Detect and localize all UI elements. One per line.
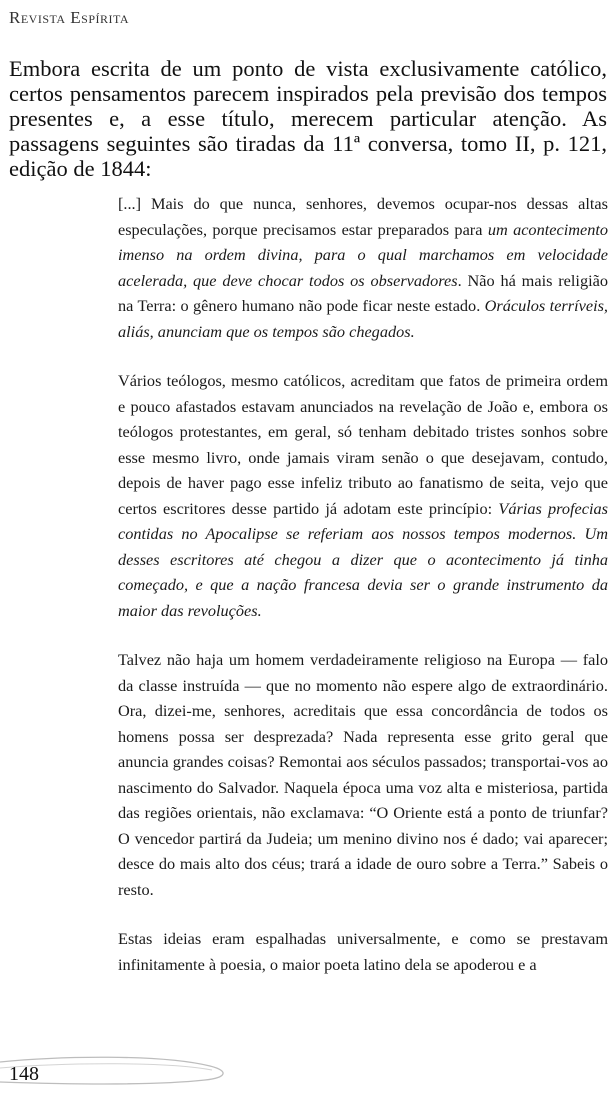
quote-paragraph-1 [118, 191, 608, 344]
running-header: Revista Espírita [9, 8, 130, 27]
quote-p1-italic-d: Oráculos terríveis, aliás, anunciam que os tempos são chegados. [118, 296, 608, 341]
intro-paragraph: Embora escrita de um ponto de vista exclusivamente católico, certos pensamentos parecem inspirados pela previsão dos tempos presentes e, a esse título, merecem particular atenção. As passagens seguintes são tiradas da 11ª conversa, tomo II, p. 121, edição de 1844: [9, 56, 607, 181]
quote-paragraph-2 [118, 368, 608, 623]
quote-p2-italic-b: Várias profecias contidas no Apocalipse se referiam aos nossos tempos modernos. Um desses escritores até chegou a dizer que o acontecimento já tinha começado, e que a nação francesa devia ser o grande instrumento da maior das revoluções. [118, 498, 609, 620]
block-quote [118, 191, 608, 1001]
quote-paragraph-4: Estas ideias eram espalhadas universalmente, e como se prestavam infinitamente à poesia, o maior poeta latino dela se apoderou e a [118, 929, 608, 974]
quote-p1-text-a: [...] Mais do que nunca, senhores, devemos ocupar-nos dessas altas especulações, porque precisamos estar preparados para [118, 194, 608, 239]
page-number: 148 [9, 1063, 39, 1085]
quote-p1-text-c: . Não há mais religião na Terra: o gênero humano não pode ficar neste estado. [118, 270, 608, 315]
quote-p2-text-a: Vários teólogos, mesmo católicos, acreditam que fatos de primeira ordem e pouco afastados estavam anunciados na revelação de João e, embora os teólogos protestantes, em geral, só tenham debitado tristes sonhos sobre esse mesmo livro, onde jamais viram senão o que desejavam, contudo, depois de haver pago esse infeliz tributo ao fanatismo de seita, vejo que certos escritores desse partido já adotam este princípio: [118, 371, 608, 518]
quote-paragraph-3: Talvez não haja um homem verdadeiramente religioso na Europa — falo da classe instruída — que no momento não espere algo de extraordinário. Ora, dizei-me, senhores, acreditais que essa concordância de todos os homens possa ser desprezada? Nada representa esse grito geral que anuncia grandes coisas? Remontai aos séculos passados; transportai-vos ao nascimento do Salvador. Naquela época uma voz alta e misteriosa, partida das regiões orientais, não exclamava: “O Oriente está a ponto de triunfar? O vencedor partirá da Judeia; um menino divino nos é dado; vai aparecer; desce do mais alto dos céus; trará a idade de ouro sobre a Terra.” Sabeis o resto. [118, 650, 608, 899]
quote-p1-italic-b: um acontecimento imenso na ordem divina, para o qual marchamos em velocidade acelerada, que deve chocar todos os observadores [118, 219, 609, 290]
